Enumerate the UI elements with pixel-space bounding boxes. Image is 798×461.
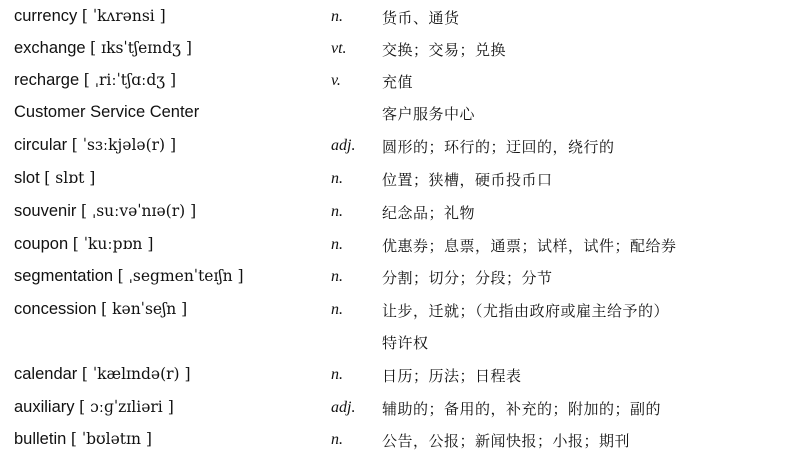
entry-phonetic: [ ˌsegmenˈteɪʃn ] [117, 267, 244, 285]
entry-definition: 货币、通货 [382, 9, 460, 27]
list-item [0, 426, 798, 458]
list-item [0, 35, 798, 67]
entry-word: slot [ slɒt ] [14, 169, 96, 187]
entry-phonetic: [ slɒt ] [44, 169, 96, 187]
entry-phonetic: [ ˈsɜːkjələ(r) ] [71, 136, 177, 154]
entry-definition: 公告，公报；新闻快报；小报；期刊 [382, 432, 631, 450]
list-item-continuation [0, 328, 798, 360]
entry-phonetic: [ ɪksˈtʃeɪndʒ ] [90, 39, 192, 57]
entry-phonetic: [ ˌsuːvəˈnɪə(r) ] [80, 202, 197, 220]
list-item [0, 165, 798, 197]
entry-part-of-speech: n. [331, 170, 343, 187]
entry-word: auxiliary [ ɔːɡˈzɪliəri ] [14, 398, 174, 416]
entry-part-of-speech: n. [331, 301, 343, 318]
entry-part-of-speech: n. [331, 8, 343, 25]
entry-part-of-speech: v. [331, 72, 341, 89]
entry-word: coupon [ ˈkuːpɒn ] [14, 235, 154, 253]
entry-word: currency [ ˈkʌrənsi ] [14, 7, 166, 25]
entry-definition: 位置；狭槽，硬币投币口 [382, 171, 553, 189]
list-item [0, 99, 798, 131]
entry-definition: 优惠券；息票，通票；试样，试件；配给券 [382, 237, 677, 255]
entry-part-of-speech: vt. [331, 40, 347, 57]
entry-word: exchange [ ɪksˈtʃeɪndʒ ] [14, 39, 192, 57]
list-item [0, 296, 798, 328]
list-item [0, 3, 798, 35]
entry-part-of-speech: n. [331, 268, 343, 285]
entry-word: circular [ ˈsɜːkjələ(r) ] [14, 136, 177, 154]
list-item [0, 132, 798, 164]
entry-word: calendar [ ˈkælɪndə(r) ] [14, 365, 191, 383]
entry-part-of-speech: adj. [331, 399, 356, 416]
entry-phonetic: [ ˈkʌrənsi ] [81, 7, 166, 25]
list-item [0, 67, 798, 99]
entry-phonetic: [ ɔːɡˈzɪliəri ] [79, 398, 174, 416]
entry-definition: 辅助的；备用的，补充的；附加的；副的 [382, 400, 662, 418]
entry-definition: 日历；历法；日程表 [382, 367, 522, 385]
entry-part-of-speech: n. [331, 366, 343, 383]
entry-phonetic: [ ˈkælɪndə(r) ] [81, 365, 191, 383]
entry-phonetic: [ ˈbʊlətɪn ] [70, 430, 152, 448]
entry-phonetic: [ kənˈseʃn ] [101, 300, 188, 318]
entry-part-of-speech: n. [331, 236, 343, 253]
entry-part-of-speech: adj. [331, 137, 356, 154]
entry-definition: 圆形的；环行的；迂回的，绕行的 [382, 138, 615, 156]
entry-definition: 分割；切分；分段；分节 [382, 269, 553, 287]
entry-phonetic: [ ˈkuːpɒn ] [72, 235, 154, 253]
entry-word: Customer Service Center [14, 103, 200, 121]
entry-definition: 交换；交易；兑换 [382, 41, 507, 59]
entry-word: concession [ kənˈseʃn ] [14, 300, 188, 318]
entry-word: segmentation [ ˌsegmenˈteɪʃn ] [14, 267, 244, 285]
entry-word: recharge [ ˌriːˈtʃɑːdʒ ] [14, 71, 177, 89]
entry-word: bulletin [ ˈbʊlətɪn ] [14, 430, 152, 448]
entry-phonetic: [ ˌriːˈtʃɑːdʒ ] [83, 71, 177, 89]
list-item [0, 361, 798, 393]
list-item [0, 263, 798, 295]
entry-part-of-speech: n. [331, 203, 343, 220]
entry-definition: 让步，迁就；（尤指由政府或雇主给予的） [382, 302, 670, 320]
entry-definition: 充值 [382, 73, 414, 91]
entry-definition-continuation: 特许权 [382, 334, 429, 352]
entry-part-of-speech: n. [331, 431, 343, 448]
entry-definition: 纪念品；礼物 [382, 204, 476, 222]
list-item [0, 198, 798, 230]
list-item [0, 231, 798, 263]
list-item [0, 394, 798, 426]
entry-definition: 客户服务中心 [382, 105, 476, 123]
entry-word: souvenir [ ˌsuːvəˈnɪə(r) ] [14, 202, 197, 220]
